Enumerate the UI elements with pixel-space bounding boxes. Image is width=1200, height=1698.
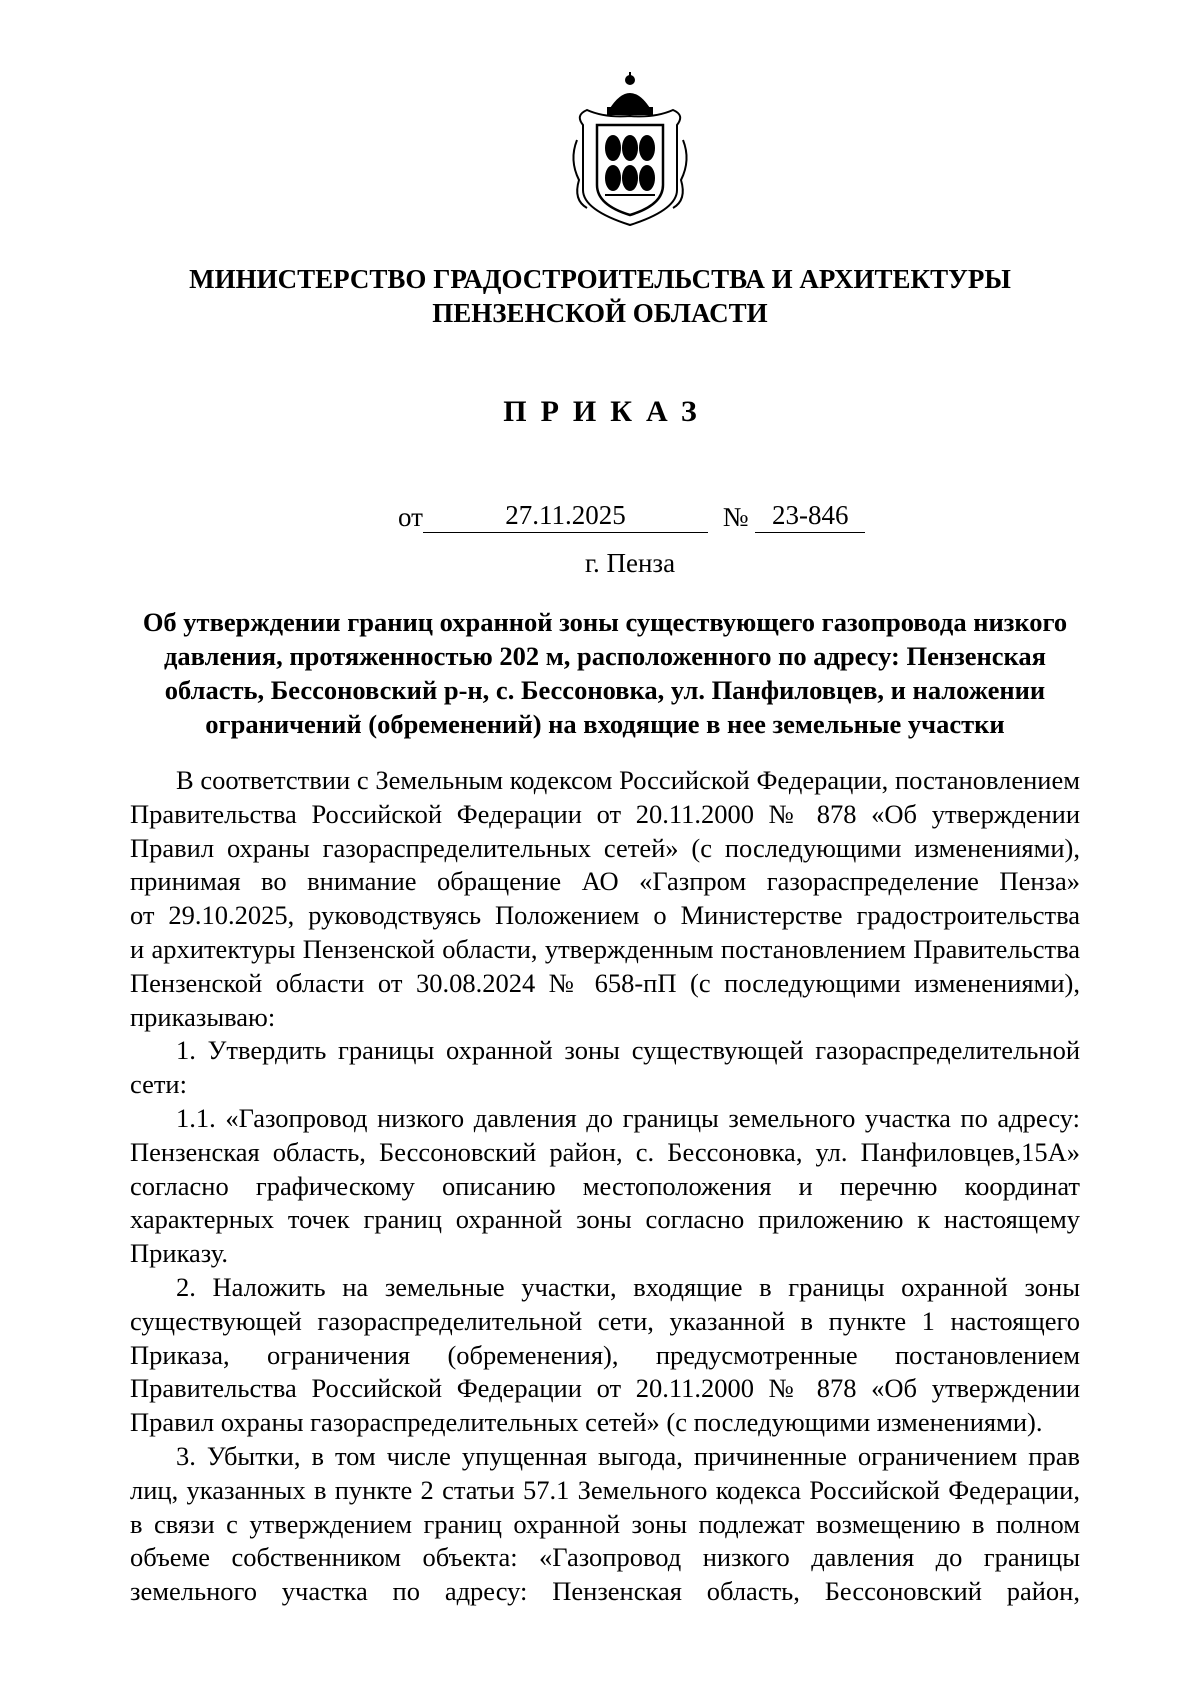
- body-text-line: Пензенская область, Бессоновский район, с. Бессоновка, ул. Панфиловцев,15А»: [130, 1136, 1080, 1167]
- document-body: [130, 764, 1080, 1609]
- date-prefix: от: [398, 502, 423, 532]
- title-line: область, Бессоновский р-н, с. Бессоновка, ул. Панфиловцев, и наложении: [164, 675, 1046, 705]
- body-text-line: приказываю:: [130, 1001, 276, 1032]
- document-number: 23-846: [755, 500, 865, 533]
- ministry-line-1: МИНИСТЕРСТВО ГРАДОСТРОИТЕЛЬСТВА И АРХИТЕКТУРЫ: [189, 264, 1011, 294]
- document-date: 27.11.2025: [423, 500, 708, 533]
- body-text-line: лиц, указанных в пункте 2 статьи 57.1 Земельного кодекса Российской Федерации,: [130, 1474, 1080, 1505]
- body-text-line: Приказа, ограничения (обременения), предусмотренные постановлением: [130, 1339, 1080, 1370]
- body-text-line: В соответствии с Земельным кодексом Российской Федерации, постановлением: [176, 765, 1080, 795]
- coat-of-arms-emblem: [565, 70, 695, 230]
- body-text-line: земельного участка по адресу: Пензенская область, Бессоновский район,: [130, 1576, 1080, 1607]
- body-text-line: сети:: [130, 1069, 187, 1100]
- date-number-line: [398, 500, 865, 536]
- number-prefix: №: [722, 502, 749, 532]
- body-text-line: Правил охраны газораспределительных сетей» (с последующими изменениями).: [130, 1407, 1043, 1438]
- body-text-line: принимая во внимание обращение АО «Газпром газораспределение Пенза»: [130, 866, 1080, 897]
- title-line: ограничений (обременений) на входящие в нее земельные участки: [205, 709, 1005, 739]
- body-text-line: характерных точек границ охранной зоны согласно приложению к настоящему: [130, 1204, 1080, 1235]
- body-text-line: Приказу.: [130, 1238, 228, 1269]
- body-text-line: 3. Убытки, в том числе упущенная выгода, причиненные ограничением прав: [176, 1440, 1080, 1471]
- title-line: давления, протяженностью 202 м, расположенного по адресу: Пензенская: [163, 641, 1046, 671]
- ministry-name: [0, 262, 1200, 330]
- body-text-line: и архитектуры Пензенской области, утвержденным постановлением Правительства: [130, 933, 1080, 964]
- body-text-line: объеме собственником объекта: «Газопровод низкого давления до границы: [130, 1542, 1080, 1573]
- body-text-line: Пензенской области от 30.08.2024 № 658-пП (с последующими изменениями),: [130, 967, 1080, 998]
- body-text-line: Правил охраны газораспределительных сетей» (с последующими изменениями),: [130, 832, 1080, 863]
- body-text-line: в связи с утверждением границ охранной зоны подлежат возмещению в полном: [130, 1508, 1080, 1539]
- body-text-line: согласно графическому описанию местоположения и перечню координат: [130, 1170, 1080, 1201]
- document-city: г. Пенза: [584, 548, 676, 578]
- body-text-line: Правительства Российской Федерации от 20.11.2000 № 878 «Об утверждении: [130, 1373, 1080, 1404]
- body-text-line: существующей газораспределительной сети, указанной в пункте 1 настоящего: [130, 1305, 1080, 1336]
- document-type-heading: ПРИКАЗ: [503, 395, 711, 428]
- body-text-line: 2. Наложить на земельные участки, входящие в границы охранной зоны: [176, 1271, 1080, 1302]
- body-text-line: от 29.10.2025, руководствуясь Положением о Министерстве градостроительства: [130, 900, 1080, 931]
- body-text-line: 1.1. «Газопровод низкого давления до границы земельного участка по адресу:: [176, 1102, 1080, 1133]
- body-text-line: Правительства Российской Федерации от 20.11.2000 № 878 «Об утверждении: [130, 798, 1080, 829]
- title-line: Об утверждении границ охранной зоны существующего газопровода низкого: [142, 607, 1068, 637]
- document-title: [130, 605, 1080, 741]
- body-text-line: 1. Утвердить границы охранной зоны существующей газораспределительной: [176, 1035, 1080, 1066]
- ministry-line-2: ПЕНЗЕНСКОЙ ОБЛАСТИ: [432, 298, 768, 328]
